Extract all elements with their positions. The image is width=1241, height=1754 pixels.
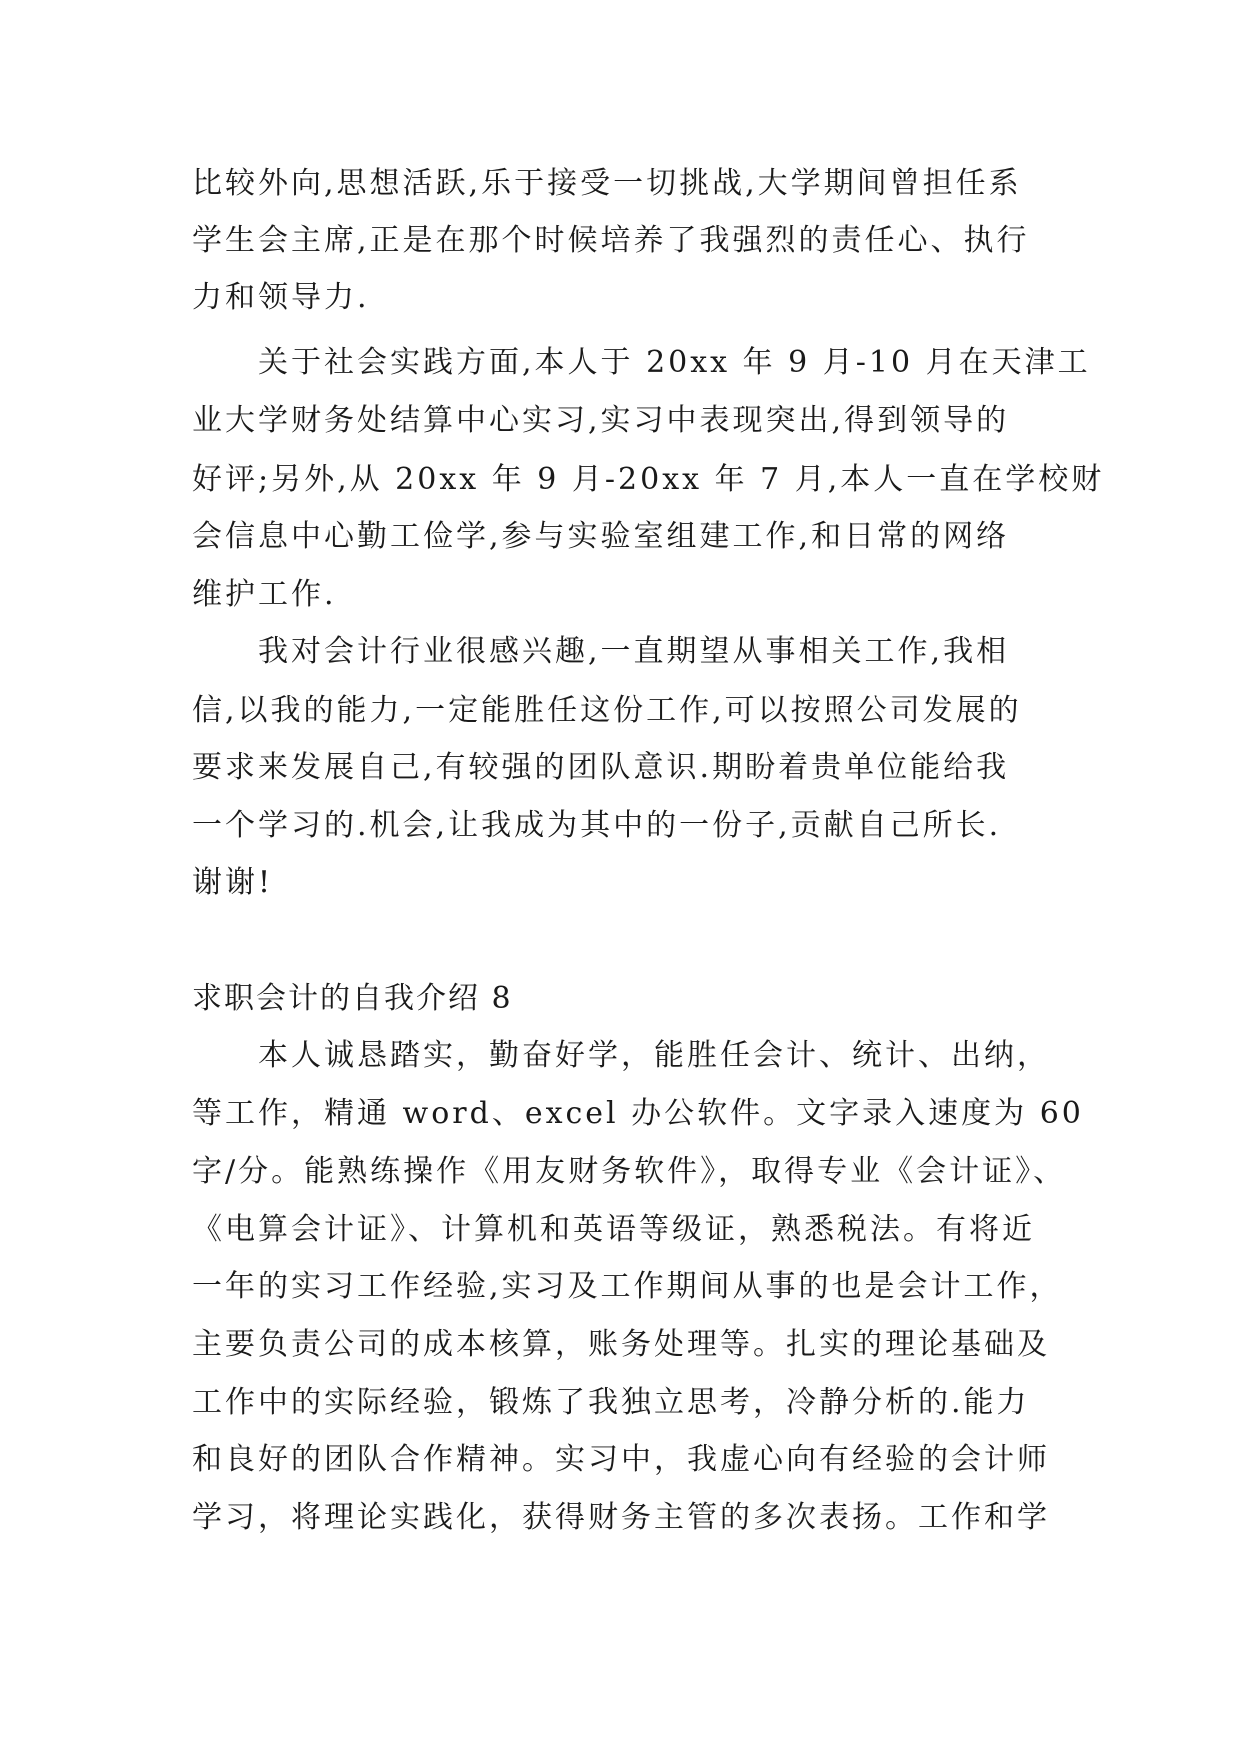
body-line: 字/分。能熟练操作《用友财务软件》，取得专业《会计证》、	[192, 1154, 1067, 1189]
body-line: 会信息中心勤工俭学,参与实验室组建工作,和日常的网络	[192, 519, 1010, 554]
paragraph-start-line: 我对会计行业很感兴趣,一直期望从事相关工作,我相	[258, 634, 1010, 669]
body-line: 维护工作.	[192, 577, 337, 612]
section-title: 求职会计的自我介绍 8	[192, 981, 513, 1016]
paragraph-start-line: 关于社会实践方面,本人于 20xx 年 9 月-10 月在天津工	[258, 345, 1091, 380]
body-line: 要求来发展自己,有较强的团队意识.期盼着贵单位能给我	[192, 750, 1010, 785]
body-line: 等工作，精通 word、excel 办公软件。文字录入速度为 60	[192, 1096, 1084, 1131]
body-line: 学习，将理论实践化，获得财务主管的多次表扬。工作和学	[192, 1500, 1050, 1535]
paragraph-start-line: 本人诚恳踏实，勤奋好学，能胜任会计、统计、出纳，	[258, 1038, 1050, 1073]
body-line: 和良好的团队合作精神。实习中，我虚心向有经验的会计师	[192, 1442, 1050, 1477]
body-line: 工作中的实际经验，锻炼了我独立思考，冷静分析的.能力	[192, 1385, 1030, 1420]
body-line: 比较外向,思想活跃,乐于接受一切挑战,大学期间曾担任系	[192, 166, 1022, 201]
body-line: 信,以我的能力,一定能胜任这份工作,可以按照公司发展的	[192, 693, 1022, 728]
body-line: 主要负责公司的成本核算，账务处理等。扎实的理论基础及	[192, 1327, 1050, 1362]
body-line: 谢谢!	[192, 865, 274, 900]
body-line: 一年的实习工作经验,实习及工作期间从事的也是会计工作，	[192, 1269, 1063, 1304]
body-line: 《电算会计证》、计算机和英语等级证，熟悉税法。有将近	[192, 1212, 1035, 1247]
body-line: 学生会主席,正是在那个时候培养了我强烈的责任心、执行	[192, 223, 1030, 258]
body-line: 好评;另外,从 20xx 年 9 月-20xx 年 7 月,本人一直在学校财	[192, 462, 1105, 497]
body-line: 力和领导力.	[192, 280, 370, 315]
body-line: 一个学习的.机会,让我成为其中的一份子,贡献自己所长.	[192, 808, 1002, 843]
body-line: 业大学财务处结算中心实习,实习中表现突出,得到领导的	[192, 403, 1010, 438]
